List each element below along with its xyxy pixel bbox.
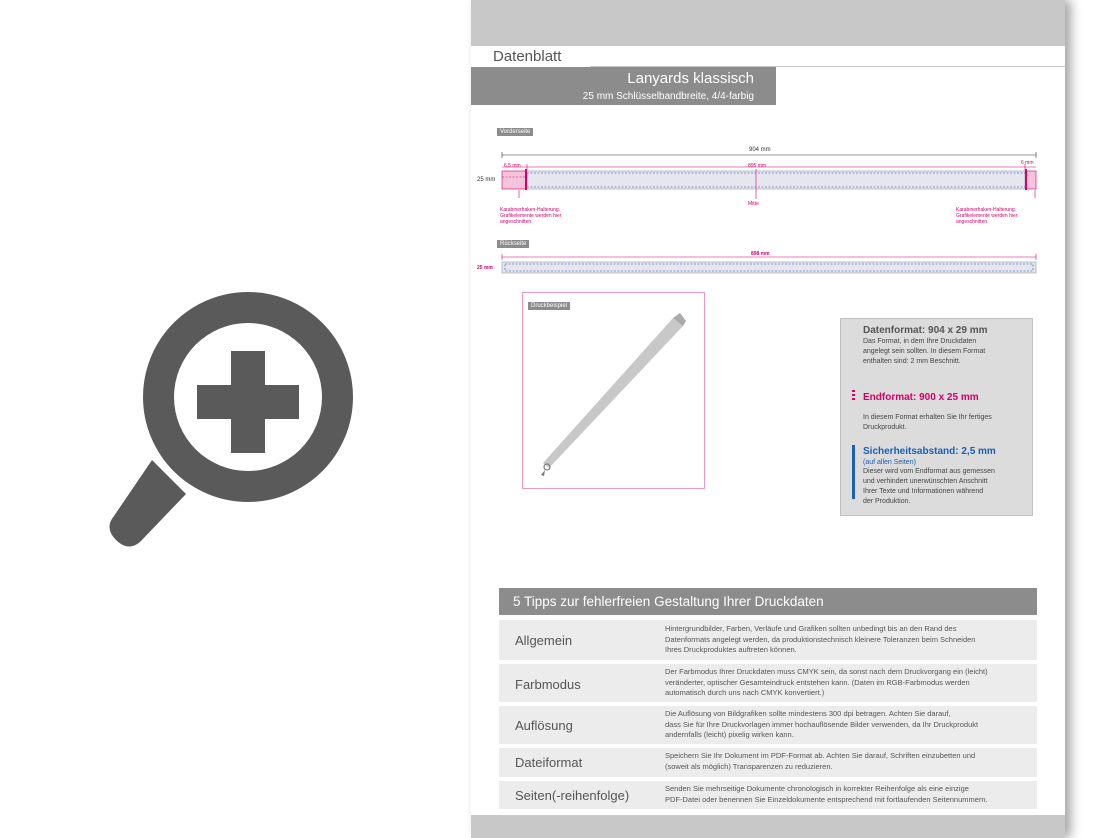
tip-row: Farbmodus Der Farbmodus Ihrer Druckdaten muss CMYK sein, da sonst nach dem Druckvorgang ein (leicht) veränderter, optischer Gesamteindruck entstehen kann. (Daten im RGB-Farbmodus werden automatisch durch uns nach CMYK konvertiert.) [499, 664, 1037, 702]
datenformat-text: Das Format, in dem Ihre Druckdaten angelegt sein sollten. In diesem Format enthalten sind: 2 mm Beschnitt. [863, 338, 986, 365]
front-left-dim: 6,5 mm [504, 163, 521, 169]
datasheet-page [471, 0, 1065, 838]
endformat-text: In diesem Format erhalten Sie Ihr fertiges Druckprodukt. [863, 414, 992, 431]
tips-heading: 5 Tipps zur fehlerfreien Gestaltung Ihrer Druckdaten [499, 588, 1037, 615]
tip-row: Seiten(-reihenfolge) Senden Sie mehrseitige Dokumente chronologisch in korrekter Reihenfolge als eine einzige PDF-Datei oder benennen Sie Einzeldokumente entsprechend mit fortlaufenden Seitennummern. [499, 781, 1037, 809]
footer-band [471, 815, 1065, 838]
back-height-dim: 25 mm [477, 265, 493, 271]
front-note-left: Karabinerhaken-Halterung. Grafikelemente werden hier angeschnitten. [500, 207, 562, 225]
sicherheit-title: Sicherheitsabstand: 2,5 mm [863, 446, 996, 457]
lanyard-illustration [523, 293, 706, 490]
sicherheit-subtitle: (auf allen Seiten) [863, 459, 916, 466]
header-band [471, 0, 1065, 46]
datasheet-tab: Datenblatt [471, 46, 590, 67]
format-info-box [840, 318, 1033, 516]
front-middle-dim: 895 mm [748, 163, 767, 169]
front-total-dim: 904 mm [749, 147, 771, 153]
sicherheit-text: Dieser wird vom Endformat aus gemessen und verhindert unerwünschten Anschnitt Ihrer Texte und Informationen während der Produktion. [863, 468, 995, 505]
datenformat-title: Datenformat: 904 x 29 mm [863, 325, 988, 336]
front-note-middle: Mitte [748, 201, 759, 207]
preview-label: Druckbeispiel [528, 302, 570, 310]
back-strap-diagram [497, 252, 1065, 278]
product-subtitle: 25 mm Schlüsselbandbreite, 4/4-farbig [582, 91, 754, 102]
back-total-dim: 898 mm [751, 251, 770, 257]
print-example [522, 292, 705, 489]
front-right-dim: 6 mm [1021, 160, 1034, 166]
endformat-title: Endformat: 900 x 25 mm [863, 392, 979, 403]
tip-row: Dateiformat Speichern Sie Ihr Dokument im PDF-Format ab. Achten Sie darauf, Schriften einzubetten und (soweit als möglich) Transparenzen zu reduzieren. [499, 748, 1037, 777]
front-height-dim: 25 mm [477, 177, 496, 183]
back-label: Rückseite [497, 240, 529, 248]
front-note-right: Karabinerhaken-Halterung. Grafikelemente werden hier angeschnitten. [956, 207, 1018, 225]
tip-row: Auflösung Die Auflösung von Bildgrafiken sollte mindestens 300 dpi betragen. Achten Sie darauf, dass Sie für Ihre Druckvorlagen immer hochauflösende Bilder verwenden, da Ihr Druckprodukt andernfalls (leicht) pixelig wirken kann. [499, 706, 1037, 744]
tip-row: Allgemein Hintergrundbilder, Farben, Verläufe und Grafiken sollten unbedingt bis an den Rand des Datenformats angelegt werden, da produktionstechnisch kleinere Toleranzen beim Schneiden Ihres Druckproduktes auftreten können. [499, 620, 1037, 660]
front-strap-diagram [497, 150, 1065, 210]
title-bar [471, 67, 776, 105]
front-label: Vorderseite [497, 128, 533, 136]
product-title: Lanyards klassisch [627, 70, 754, 87]
zoom-in-icon[interactable] [100, 290, 360, 550]
